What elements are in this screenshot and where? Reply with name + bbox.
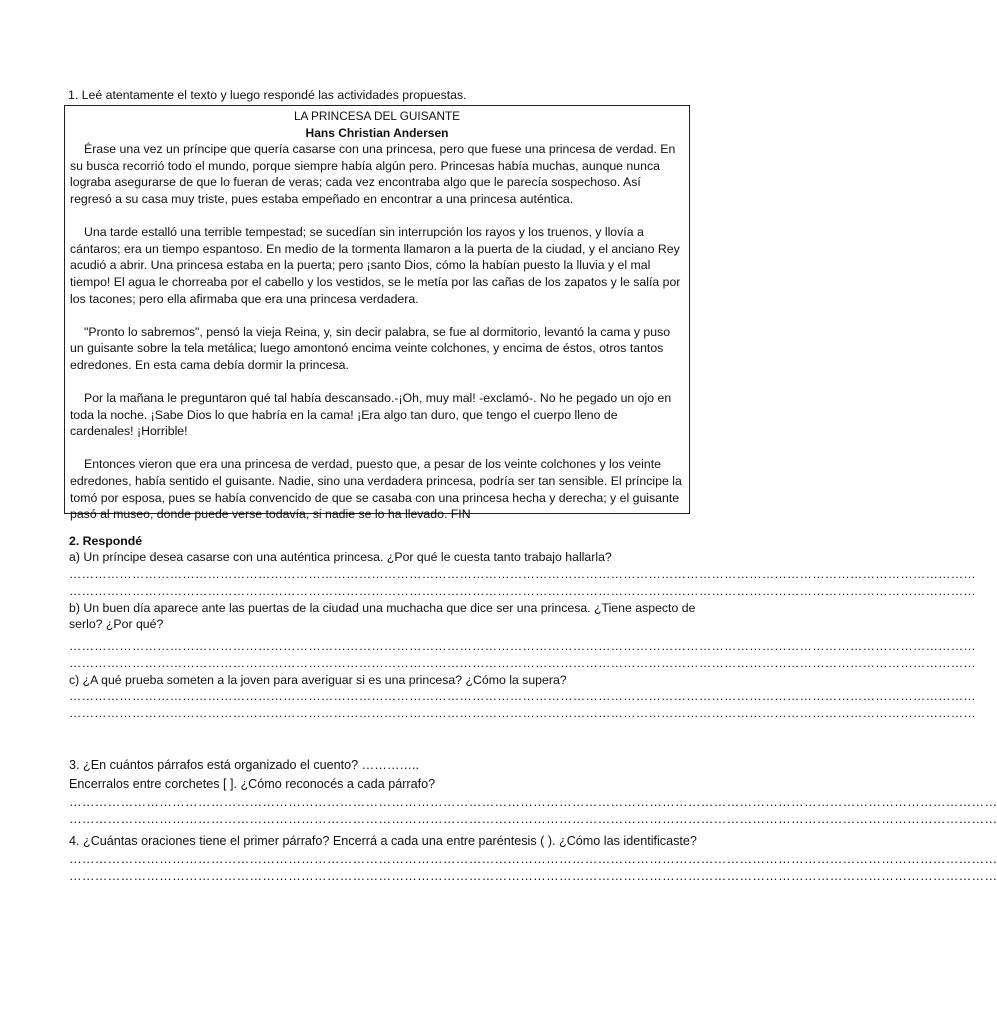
answer-line[interactable]: ……………………………………………………………………………………………………………………………………………………………………………………………… bbox=[69, 795, 997, 809]
question-3-line-2: Encerralos entre corchetes [ ]. ¿Cómo reconocés a cada párrafo? bbox=[69, 777, 436, 791]
question-3-line-1: 3. ¿En cuántos párrafos está organizado el cuento? ………….. bbox=[69, 758, 420, 772]
story-paragraph-5: Entonces vieron que era una princesa de verdad, puesto que, a pesar de los veinte colchones y los veinte edredones, había sentido el guisante. Nadie, sino una verdadera princesa, podría ser tan sensible. El príncipe la tomó por esposa, pues se había convencido de que se casaba con una princesa hecha y derecha; y el guisante pasó al museo, donde puede verse todavía, si nadie se lo ha llevado. FIN bbox=[70, 457, 682, 522]
question-2c: c) ¿A qué prueba someten a la joven para averiguar si es una princesa? ¿Cómo la supera? bbox=[69, 672, 567, 687]
story-paragraph-4: Por la mañana le preguntaron qué tal había descansado.-¡Oh, muy mal! -exclamó-. No he pegado un ojo en toda la noche. ¡Sabe Dios lo que habría en la cama! ¡Era algo tan duro, que tengo el cuerpo lleno de cardenales! ¡Horrible! bbox=[70, 391, 672, 439]
story-author: Hans Christian Andersen bbox=[305, 125, 449, 140]
question-4: 4. ¿Cuántas oraciones tiene el primer párrafo? Encerrá a cada una entre paréntesis ( ). ¿Cómo las identificaste? bbox=[69, 834, 697, 848]
answer-line[interactable]: ……………………………………………………………………………………………………………………………………………………………………………………………… bbox=[69, 566, 976, 581]
section-4 bbox=[69, 832, 997, 885]
story-paragraph-2: Una tarde estalló una terrible tempestad; se sucedían sin interrupción los rayos y los truenos, y llovía a cántaros; era un tiempo espantoso. En medio de la tormenta llamaron a la puerta de la ciudad, y el anciano Rey acudió a abrir. Una princesa estaba en la puerta; pero ¡santo Dios, cómo la habían puesto la lluvia y el mal tiempo! El agua le chorreaba por el cabello y los vestidos, se le metía por las cañas de los zapatos y le salía por los tacones; pero ella afirmaba que era una princesa verdadera. bbox=[70, 225, 681, 306]
answer-line[interactable]: ……………………………………………………………………………………………………………………………………………………………………………………………… bbox=[69, 655, 976, 670]
answer-line[interactable]: ……………………………………………………………………………………………………………………………………………………………………………………………… bbox=[69, 689, 976, 704]
story-paragraph-3: "Pronto lo sabremos", pensó la vieja Reina, y, sin decir palabra, se fue al dormitorio, levantó la cama y puso un guisante sobre la tela metálica; luego amontonó encima veinte colchones, y encima de éstos, otros tantos edredones. En esta cama debía dormir la princesa. bbox=[70, 324, 671, 372]
story-box bbox=[64, 105, 690, 522]
instruction-text: 1. Leé atentamente el texto y luego respondé las actividades propuestas. bbox=[68, 88, 467, 102]
question-2b: b) Un buen día aparece ante las puertas de la ciudad una muchacha que dice ser una princesa. ¿Tiene aspecto de serlo? ¿Por qué? bbox=[69, 600, 696, 632]
section-2-heading: 2. Respondé bbox=[69, 534, 143, 548]
answer-line[interactable]: ……………………………………………………………………………………………………………………………………………………………………………………………… bbox=[69, 706, 976, 721]
answer-line[interactable]: ……………………………………………………………………………………………………………………………………………………………………………………………… bbox=[69, 852, 997, 866]
answer-line[interactable]: ……………………………………………………………………………………………………………………………………………………………………………………………… bbox=[69, 812, 997, 826]
story-title: LA PRINCESA DEL GUISANTE bbox=[293, 109, 461, 123]
answer-line[interactable]: ……………………………………………………………………………………………………………………………………………………………………………………………… bbox=[69, 583, 976, 598]
answer-line[interactable]: ……………………………………………………………………………………………………………………………………………………………………………………………… bbox=[69, 869, 997, 883]
section-2 bbox=[69, 533, 976, 722]
story-paragraph-1: Érase una vez un príncipe que quería casarse con una princesa, pero que fuese una princesa de verdad. En su busca recorrió todo el mundo, porque siempre había algún pero. Princesas había muchas, aunque nunca lograba asegurarse de que lo fueran de veras; cada vez encontraba algo que le parecía sospechoso. Así regresó a su casa muy triste, pues estaba empeñado en encontrar a una princesa auténtica. bbox=[70, 142, 676, 206]
section-3 bbox=[69, 756, 997, 828]
question-2a: a) Un príncipe desea casarse con una auténtica princesa. ¿Por qué le cuesta tanto trabajo hallarla? bbox=[69, 550, 612, 564]
answer-line[interactable]: ……………………………………………………………………………………………………………………………………………………………………………………………… bbox=[69, 638, 976, 653]
